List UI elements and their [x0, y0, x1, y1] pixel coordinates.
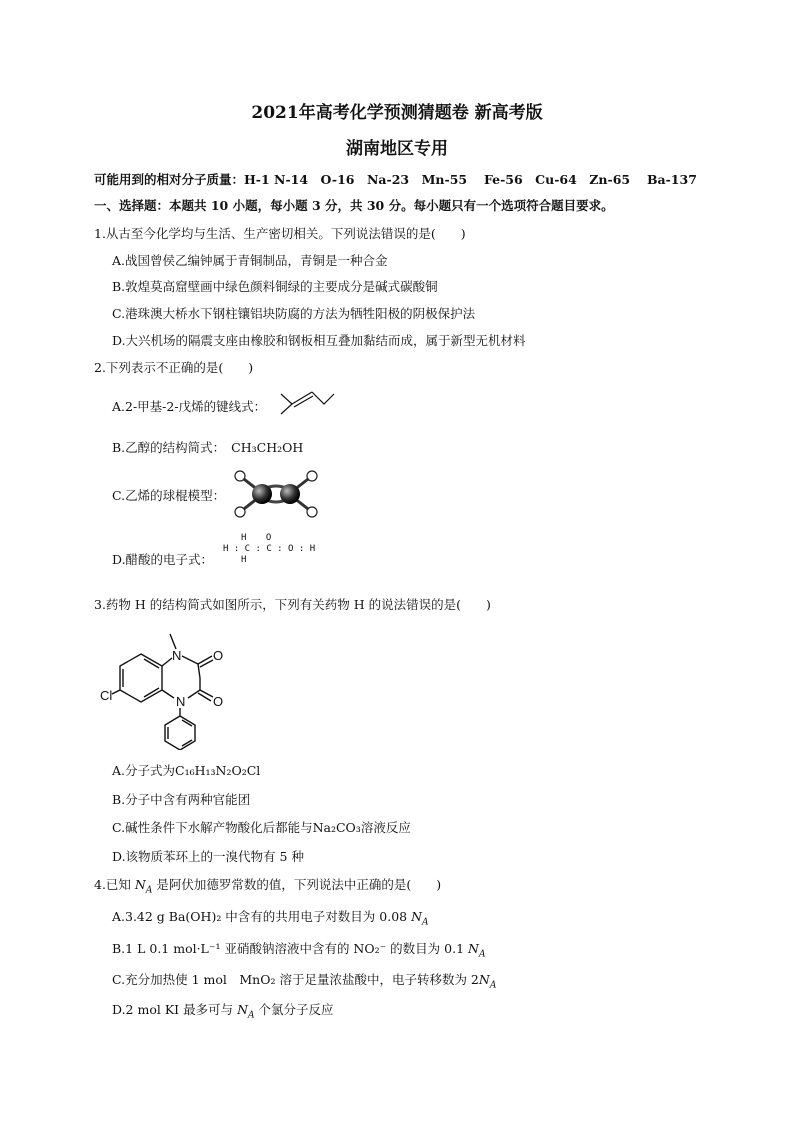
drug-h-n1: N — [172, 648, 182, 663]
q2-stem: 2.下列表示不正确的是( ) — [94, 360, 254, 375]
q3-option-c-suffix: 溶液反应 — [360, 820, 411, 835]
drug-h-o1: O — [213, 648, 224, 663]
exam-subtitle: 湖南地区专用 — [346, 139, 448, 159]
drug-h-structure-figure — [100, 620, 250, 750]
q2-option-a: A.2-甲基-2-戊烯的键线式： — [112, 399, 267, 414]
drug-h-cl: Cl — [100, 688, 113, 703]
exam-title: 2021年高考化学预测猜题卷 新高考版 — [251, 103, 543, 123]
section-heading: 一、选择题：本题共 10 小题，每小题 3 分，共 30 分。每小题只有一个选项符合题目要求。 — [94, 198, 614, 213]
q3-option-d: D.该物质苯环上的一溴代物有 5 种 — [112, 849, 304, 864]
q4-stem — [94, 877, 441, 899]
q1-option-d: D.大兴机场的隔震支座由橡胶和钢板相互叠加黏结而成，属于新型无机材料 — [112, 333, 526, 348]
q3-option-c-formula: Na₂CO₃ — [312, 820, 361, 835]
q2-option-d: D.醋酸的电子式： — [112, 552, 214, 567]
q1-option-b: B.敦煌莫高窟壁画中绿色颜料铜绿的主要成分是碱式碳酸铜 — [112, 279, 438, 294]
q2-option-c: C.乙烯的球棍模型： — [112, 488, 226, 503]
avogadro-symbol: $N_A$ — [411, 909, 429, 928]
skeletal-formula-figure — [278, 388, 338, 418]
q2-option-b — [112, 440, 303, 456]
q3-option-c-prefix: C.碱性条件下水解产物酸化后都能与 — [112, 820, 313, 835]
q3-option-a-prefix: A.分子式为 — [112, 763, 176, 778]
q1-stem: 1.从古至今化学均与生活、生产密切相关。下列说法错误的是( ) — [94, 226, 466, 241]
q4-option-c: C.充分加热使 1 mol MnO₂ 溶于足量浓盐酸中，电子转移数为 $2N_A$ — [112, 972, 497, 991]
q4-option-b: B.1 L 0.1 mol·L⁻¹ 亚硝酸钠溶液中含有的 NO₂⁻ 的数目为 0.1 $N_A$ — [112, 941, 486, 960]
q3-option-c — [112, 820, 411, 836]
atomic-masses: 可能用到的相对分子质量：H-1 N-14 O-16 Na-23 Mn-55 Fe-56 Cu-64 Zn-65 Ba-137 — [94, 172, 697, 187]
electron-formula-h-top: H — [241, 533, 247, 543]
q2-option-b-formula: CH₃CH₂OH — [231, 440, 304, 455]
q4-option-d: D.2 mol KI 最多可与 $N_A$ 个氯分子反应 — [112, 1002, 334, 1021]
electron-formula-o-top: O — [265, 533, 272, 543]
avogadro-symbol: $N_A$ — [134, 877, 153, 896]
avogadro-symbol: $N_A$ — [478, 972, 497, 991]
q4-stem-suffix: 是阿伏加德罗常数的值，下列说法中正确的是( ) — [156, 877, 442, 892]
q3-option-a — [112, 763, 260, 779]
q3-option-a-formula: C₁₆H₁₃N₂O₂Cl — [175, 763, 261, 778]
drug-h-n2: N — [176, 694, 186, 709]
avogadro-symbol: $N_A$ — [237, 1002, 255, 1021]
q1-option-a: A.战国曾侯乙编钟属于青铜制品，青铜是一种合金 — [112, 253, 388, 268]
ball-and-stick-model-figure — [228, 466, 324, 522]
q3-stem: 3.药物 H 的结构简式如图所示，下列有关药物 H 的说法错误的是( ) — [94, 597, 491, 612]
electron-formula-h-bottom: H — [241, 555, 247, 565]
electron-formula-main: H : C : C : O : H — [223, 544, 316, 554]
q4-option-a: A.3.42 g Ba(OH)₂ 中含有的共用电子对数目为 0.08 $N_A$ — [112, 909, 429, 928]
q3-option-b: B.分子中含有两种官能团 — [112, 792, 251, 807]
q1-option-c: C.港珠澳大桥水下钢柱镶铝块防腐的方法为牺牲阳极的阴极保护法 — [112, 306, 476, 321]
avogadro-symbol: $N_A$ — [468, 941, 486, 960]
electron-formula-figure — [223, 533, 315, 566]
q4-stem-prefix: 4.已知 — [94, 877, 131, 892]
drug-h-o2: O — [213, 694, 224, 709]
q2-option-b-label: B.乙醇的结构简式： — [112, 440, 226, 455]
